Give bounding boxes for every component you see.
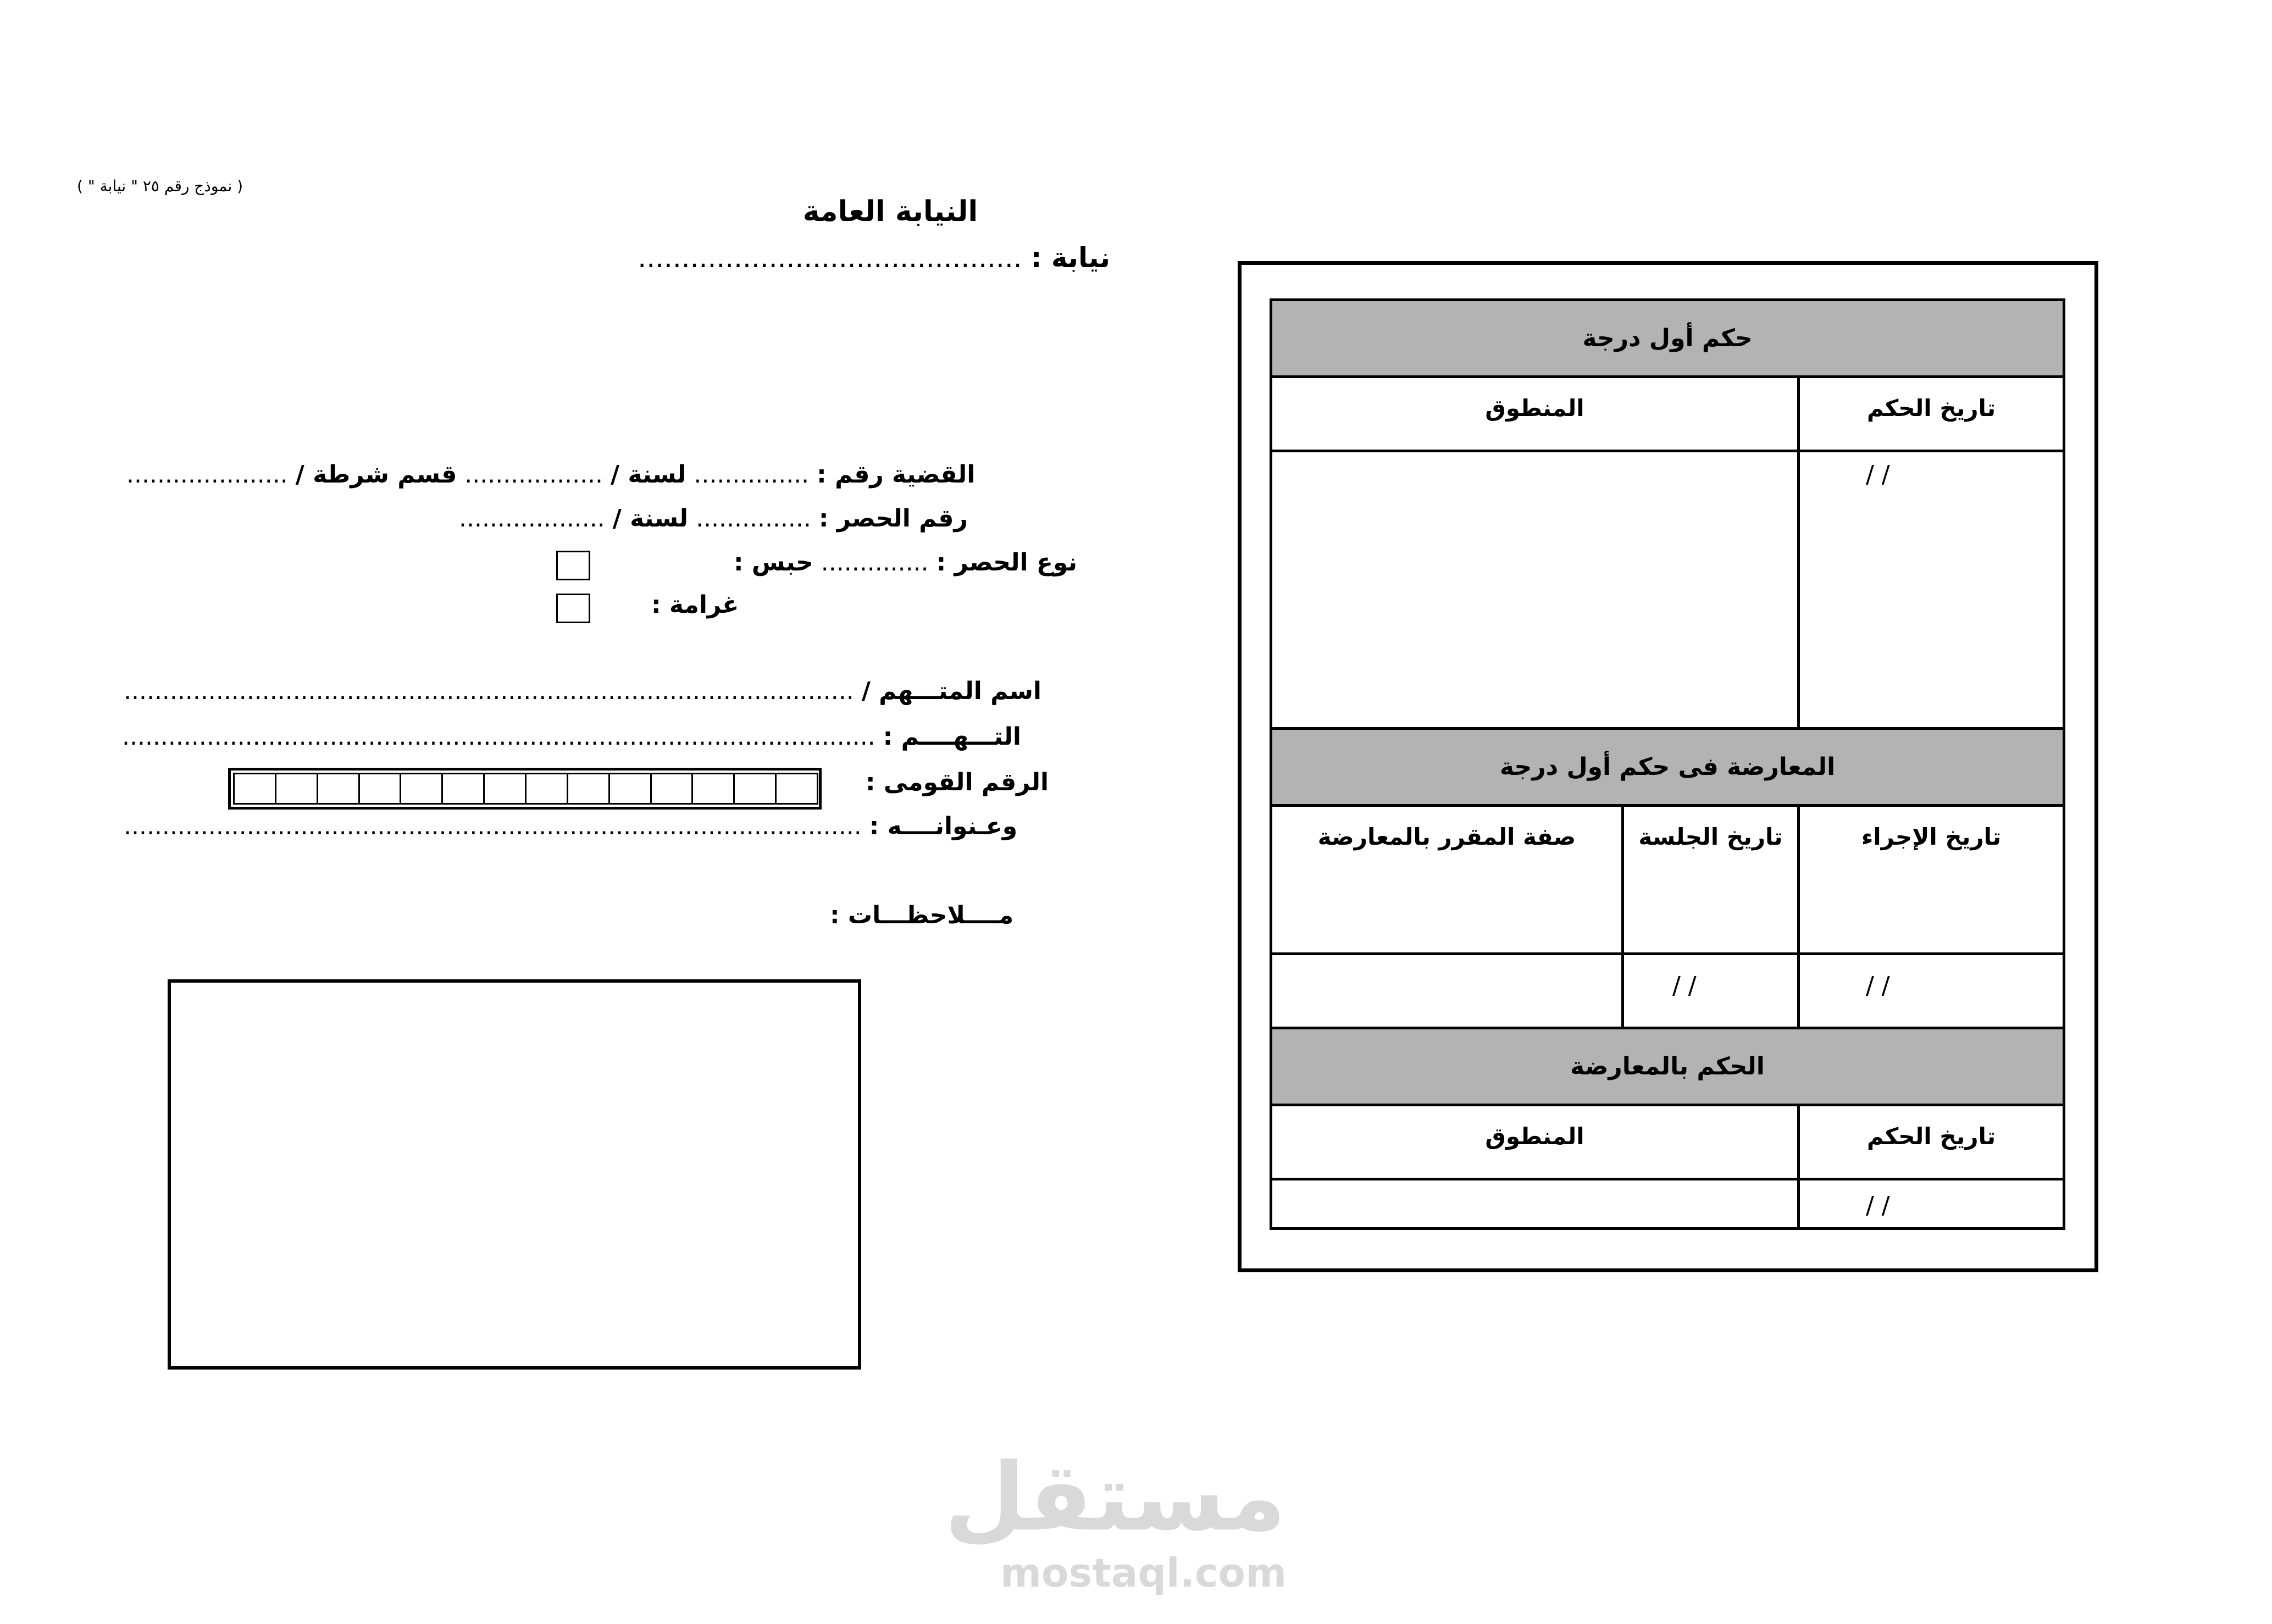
national-id-cell[interactable] — [608, 773, 652, 805]
address-field[interactable]: ................................................................................................ — [124, 812, 862, 840]
accused-name-label: اسم المتـــهم / — [861, 677, 1041, 705]
national-id-line — [866, 768, 1049, 796]
case-year-label: لسنة / — [611, 461, 686, 489]
session-date-field[interactable]: / / — [1672, 972, 1697, 1000]
opposition-title: المعارضة فى حكم أول درجة — [1499, 753, 1836, 781]
opponent-capacity-header: صفة المقرر بالمعارضة — [1317, 823, 1576, 850]
national-id-cell[interactable] — [733, 773, 777, 805]
prosecution-field[interactable]: ............................................ — [638, 242, 1022, 274]
procedure-date-header: تاريخ الإجراء — [1861, 823, 2002, 850]
prosecution-label: نيابة : — [1030, 242, 1110, 274]
count-number-label: رقم الحصر : — [818, 505, 968, 533]
opposition-ruling-date-header: تاريخ الحكم — [1866, 1123, 1996, 1150]
case-number-line — [126, 461, 975, 489]
national-id-cell[interactable] — [483, 773, 527, 805]
national-id-cell[interactable] — [650, 773, 694, 805]
national-id-cell[interactable] — [441, 773, 485, 805]
count-year-field[interactable]: ................... — [459, 505, 605, 533]
procedure-date-field[interactable]: / / — [1866, 972, 1890, 1000]
count-year-label: لسنة / — [612, 505, 689, 533]
charge-line — [122, 723, 1021, 751]
fine-checkbox[interactable] — [556, 594, 590, 623]
session-date-header: تاريخ الجلسة — [1638, 823, 1783, 850]
opponent-capacity-field[interactable] — [1272, 955, 1619, 1027]
national-id-cell[interactable] — [317, 773, 360, 805]
count-number-line — [459, 505, 968, 533]
national-id-cell[interactable] — [775, 773, 818, 805]
first-degree-date-header: تاريخ الحكم — [1866, 395, 1996, 422]
national-id-cell[interactable] — [275, 773, 318, 805]
watermark-logo-arabic: مستقل — [944, 1443, 1286, 1552]
detention-checkbox[interactable] — [556, 551, 590, 580]
first-degree-band — [1272, 301, 2063, 378]
police-station-label: قسم شرطة / — [295, 461, 457, 489]
charge-field[interactable]: .................................................................................................. — [122, 723, 875, 751]
verdict-table — [1270, 298, 2065, 1230]
national-id-label: الرقم القومى : — [866, 768, 1049, 796]
first-degree-date-field[interactable]: / / — [1866, 461, 1890, 489]
national-id-cell[interactable] — [525, 773, 568, 805]
first-degree-column-divider — [1797, 378, 1800, 730]
opposition-ruling-field[interactable] — [1272, 1180, 1794, 1227]
national-id-cell[interactable] — [358, 773, 402, 805]
opposition-ruling-date-field[interactable]: / / — [1866, 1191, 1890, 1220]
address-line — [124, 812, 1017, 840]
national-id-cell[interactable] — [233, 773, 276, 805]
accused-name-field[interactable]: ............................................................................................... — [124, 677, 854, 705]
notes-box[interactable] — [168, 979, 861, 1370]
opposition-ruling-title: الحكم بالمعارضة — [1570, 1052, 1765, 1080]
first-degree-ruling-field[interactable] — [1272, 452, 1794, 730]
national-id-boxes[interactable] — [228, 768, 822, 810]
accused-name-line — [124, 677, 1041, 705]
first-degree-ruling-header: المنطوق — [1485, 395, 1584, 422]
count-type-line — [734, 548, 1077, 577]
national-id-cell[interactable] — [691, 773, 735, 805]
charge-label: التـــهــــم : — [883, 723, 1021, 751]
opposition-ruling-header: المنطوق — [1485, 1123, 1584, 1150]
national-id-cell[interactable] — [567, 773, 610, 805]
case-year-field[interactable]: .................. — [464, 461, 603, 489]
opposition-ruling-band — [1272, 1029, 2063, 1106]
fine-line — [651, 591, 739, 619]
fine-label: غرامة : — [651, 591, 739, 619]
detention-label: حبس : — [734, 548, 813, 577]
case-number-label: القضية رقم : — [817, 461, 976, 489]
count-number-field[interactable]: ............... — [696, 505, 811, 533]
prosecution-line — [638, 242, 1110, 274]
first-degree-title: حكم أول درجة — [1582, 324, 1753, 352]
count-type-field[interactable]: .............. — [821, 548, 929, 577]
form-number: ( نموذج رقم ٢٥ " نيابة " ) — [77, 177, 243, 195]
case-number-field[interactable]: ............... — [694, 461, 810, 489]
national-id-cell[interactable] — [400, 773, 443, 805]
count-type-label: نوع الحصر : — [936, 548, 1078, 577]
notes-label: مــــلاحظـــات : — [830, 901, 1014, 929]
address-label: وعـنوانــــه : — [869, 812, 1018, 840]
watermark-logo-latin: mostaql.com — [1000, 1550, 1287, 1596]
opposition-band — [1272, 730, 2063, 807]
authority-title: النيابة العامة — [802, 195, 978, 228]
notes-line — [830, 901, 1013, 929]
police-station-field[interactable]: ..................... — [126, 461, 288, 489]
